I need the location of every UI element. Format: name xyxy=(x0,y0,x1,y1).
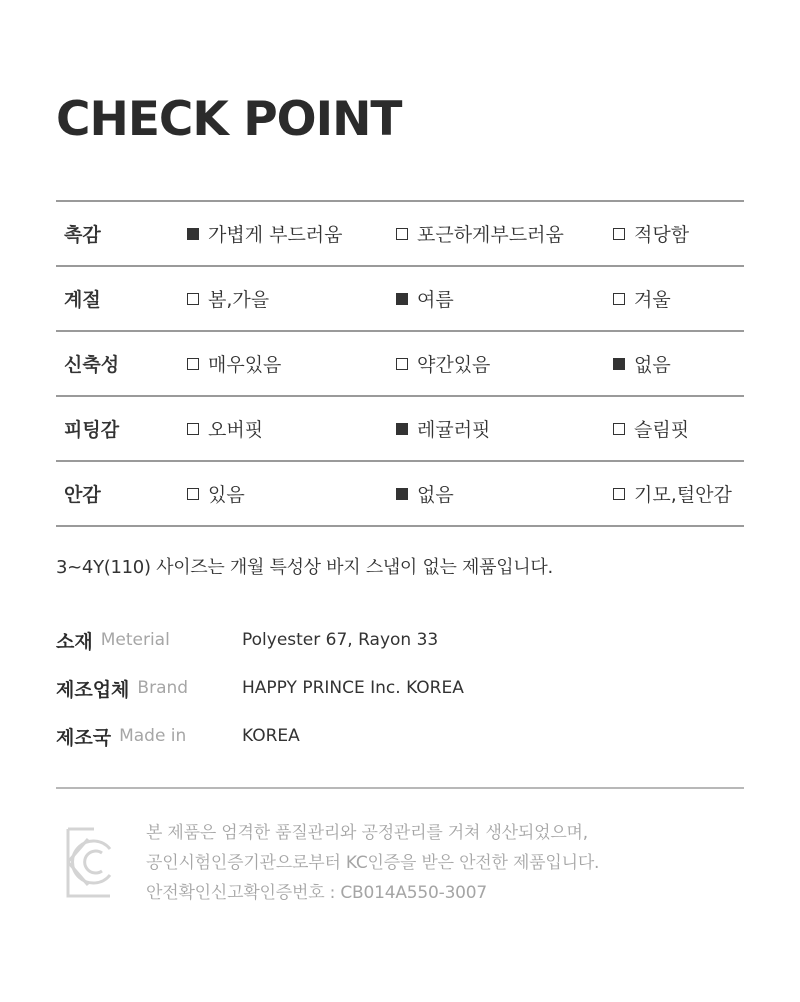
checkbox-checked-icon xyxy=(396,488,408,500)
option-label: 여름 xyxy=(417,289,454,311)
table-row xyxy=(56,460,744,527)
checkpoint-table xyxy=(56,200,744,527)
option xyxy=(396,267,454,330)
divider xyxy=(56,787,744,789)
table-row xyxy=(56,265,744,330)
option-label: 레귤러핏 xyxy=(417,419,491,441)
spec-label-ko: 제조국 xyxy=(56,726,112,749)
page-title: CHECK POINT xyxy=(56,92,402,147)
option-label: 슬림핏 xyxy=(634,419,690,441)
option xyxy=(187,202,343,265)
checkbox-empty-icon xyxy=(187,358,199,370)
option xyxy=(613,267,671,330)
spec-value: KOREA xyxy=(242,726,300,746)
option xyxy=(613,332,671,395)
spec-label-en: Made in xyxy=(119,726,187,746)
spec-material xyxy=(56,624,439,656)
checkbox-empty-icon xyxy=(396,358,408,370)
table-row xyxy=(56,200,744,265)
table-row xyxy=(56,395,744,460)
cert-line: 본 제품은 엄격한 품질관리와 공정관리를 거쳐 생산되었으며, xyxy=(146,823,588,843)
checkbox-empty-icon xyxy=(613,228,625,240)
row-header: 피팅감 xyxy=(64,419,120,441)
checkbox-checked-icon xyxy=(396,293,408,305)
option-label: 약간있음 xyxy=(417,354,491,376)
row-header: 신축성 xyxy=(64,354,120,376)
cert-line: 안전확인신고확인증번호 : CB014A550-3007 xyxy=(146,883,488,903)
option-label: 있음 xyxy=(208,484,245,506)
option xyxy=(396,202,564,265)
option xyxy=(613,462,732,525)
option-label: 기모,털안감 xyxy=(634,484,732,506)
option-label: 가볍게 부드러움 xyxy=(208,224,343,246)
option xyxy=(187,332,281,395)
option xyxy=(187,462,245,525)
row-header: 계절 xyxy=(64,289,101,311)
spec-origin xyxy=(56,720,300,752)
spec-brand xyxy=(56,672,464,704)
option-label: 겨울 xyxy=(634,289,671,311)
row-header: 안감 xyxy=(64,484,101,506)
table-row xyxy=(56,330,744,395)
spec-label-en: Brand xyxy=(137,678,189,698)
cert-line: 공인시험인증기관으로부터 KC인증을 받은 안전한 제품입니다. xyxy=(146,853,600,873)
size-note: 3~4Y(110) 사이즈는 개월 특성상 바지 스냅이 없는 제품입니다. xyxy=(56,557,553,578)
spec-label-ko: 제조업체 xyxy=(56,678,130,701)
spec-label-ko: 소재 xyxy=(56,630,93,653)
checkbox-empty-icon xyxy=(187,293,199,305)
option-label: 매우있음 xyxy=(208,354,282,376)
checkbox-empty-icon xyxy=(187,423,199,435)
checkbox-empty-icon xyxy=(613,293,625,305)
option xyxy=(396,332,490,395)
option-label: 적당함 xyxy=(634,224,690,246)
checkbox-checked-icon xyxy=(396,423,408,435)
checkbox-empty-icon xyxy=(613,423,625,435)
checkbox-empty-icon xyxy=(396,228,408,240)
certification-text xyxy=(146,818,599,908)
kc-mark-icon xyxy=(64,825,114,900)
option-label: 없음 xyxy=(417,484,454,506)
option-label: 오버핏 xyxy=(208,419,264,441)
option xyxy=(396,397,490,460)
checkbox-checked-icon xyxy=(613,358,625,370)
option-label: 포근하게부드러움 xyxy=(417,224,564,246)
option xyxy=(613,397,689,460)
spec-value: Polyester 67, Rayon 33 xyxy=(242,630,439,650)
option xyxy=(187,397,263,460)
checkbox-checked-icon xyxy=(187,228,199,240)
spec-label-en: Meterial xyxy=(100,630,170,650)
option xyxy=(187,267,269,330)
row-header: 촉감 xyxy=(64,224,101,246)
option-label: 없음 xyxy=(634,354,671,376)
option-label: 봄,가을 xyxy=(208,289,270,311)
checkbox-empty-icon xyxy=(613,488,625,500)
spec-value: HAPPY PRINCE Inc. KOREA xyxy=(242,678,464,698)
checkbox-empty-icon xyxy=(187,488,199,500)
option xyxy=(396,462,454,525)
option xyxy=(613,202,689,265)
